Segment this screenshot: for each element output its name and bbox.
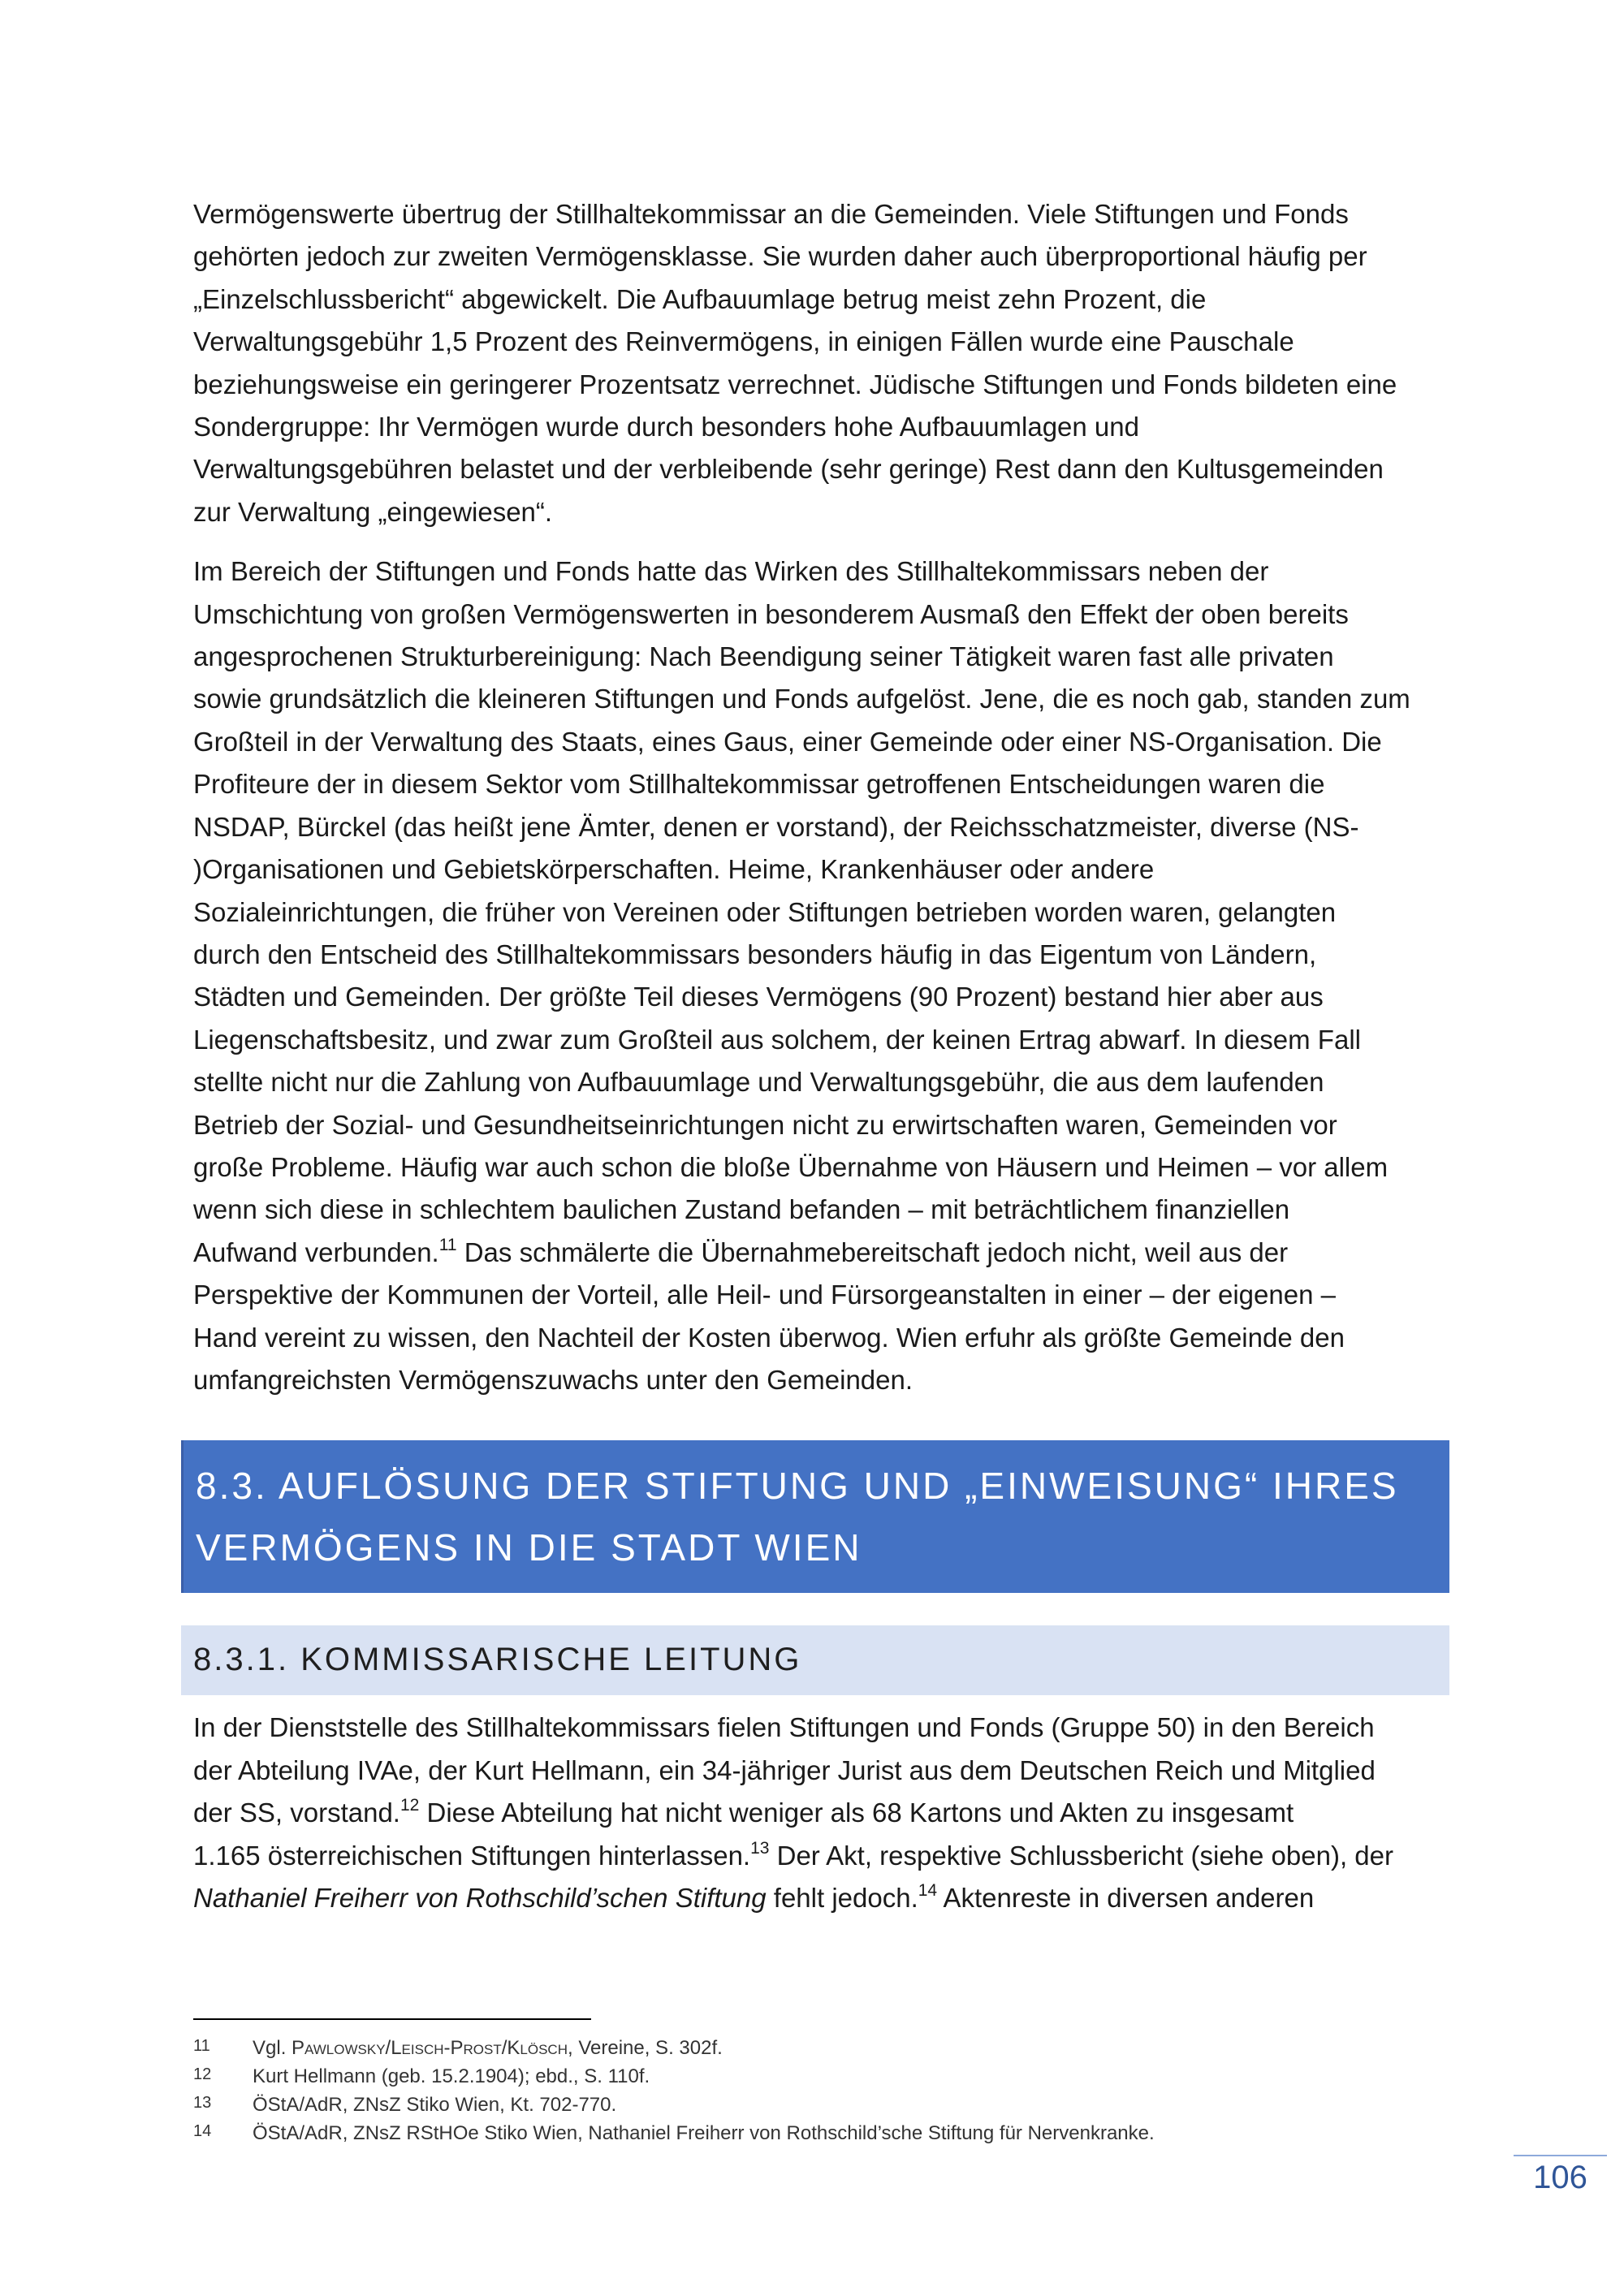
- text-line: Profiteure der in diesem Sektor vom Stillhaltekommissar getroffenen Entscheidungen waren die: [193, 769, 1325, 800]
- footnotes: [193, 2033, 1460, 2147]
- text-segment: Diese Abteilung hat nicht weniger als 68 Kartons und Akten zu insgesamt: [419, 1798, 1294, 1828]
- paragraph-1: [193, 193, 1460, 533]
- text-line: [193, 1232, 1460, 1274]
- text-segment: der SS, vorstand.: [193, 1798, 400, 1828]
- footnote-12: [193, 2061, 1460, 2090]
- subsection-heading-8-3-1: 8.3.1. KOMMISSARISCHE LEITUNG: [181, 1625, 1449, 1695]
- text-line: gehörten jedoch zur zweiten Vermögensklasse. Sie wurden daher auch überproportional häufig per: [193, 241, 1367, 272]
- footnote-text: ÖStA/AdR, ZNsZ Stiko Wien, Kt. 702-770.: [253, 2094, 617, 2116]
- text-line: [193, 1877, 1460, 1919]
- footnote-13: [193, 2090, 1460, 2118]
- paragraph-3: [193, 1707, 1460, 1919]
- text-line: Sondergruppe: Ihr Vermögen wurde durch besonders hohe Aufbauumlagen und: [193, 412, 1139, 442]
- text-line: zur Verwaltung „eingewiesen“.: [193, 496, 553, 527]
- page-number: 106: [1514, 2155, 1607, 2196]
- footnote-ref-13[interactable]: 13: [750, 1838, 770, 1858]
- text-segment: Das schmälerte die Übernahmebereitschaft jedoch nicht, weil aus der: [456, 1236, 1289, 1267]
- footnote-11: [193, 2033, 1460, 2061]
- section-heading-8-3: [181, 1440, 1449, 1593]
- text-line: Umschichtung von großen Vermögenswerten in besonderem Ausmaß den Effekt der oben bereits: [193, 598, 1349, 629]
- text-line: Perspektive der Kommunen der Vorteil, alle Heil- und Fürsorgeanstalten in einer – der eigenen –: [193, 1280, 1336, 1310]
- text-line: Verwaltungsgebühr 1,5 Prozent des Reinvermögens, in einigen Fällen wurde eine Pauschale: [193, 326, 1294, 357]
- text-line: Liegenschaftsbesitz, und zwar zum Großteil aus solchem, der keinen Ertrag abwarf. In diesem Fall: [193, 1024, 1361, 1055]
- footnote-separator: [193, 2018, 591, 2020]
- footnote-number: 12: [193, 2065, 212, 2083]
- footnote-text: Kurt Hellmann (geb. 15.2.1904); ebd., S. 110f.: [253, 2065, 650, 2087]
- footnote-text: Vgl.: [253, 2037, 292, 2059]
- footnote-number: 14: [193, 2122, 212, 2140]
- text-line: durch den Entscheid des Stillhaltekommissars besonders häufig in das Eigentum von Ländern,: [193, 939, 1317, 969]
- text-line: sowie grundsätzlich die kleineren Stiftungen und Fonds aufgelöst. Jene, die es noch gab, standen zum: [193, 684, 1410, 714]
- footnote-text: , Vereine, S. 302f.: [567, 2037, 723, 2059]
- text-line: Betrieb der Sozial- und Gesundheitseinrichtungen nicht zu erwirtschaften waren, Gemeinden vor: [193, 1109, 1337, 1140]
- text-line: große Probleme. Häufig war auch schon die bloße Übernahme von Häusern und Heimen – vor allem: [193, 1151, 1389, 1182]
- text-line: In der Dienststelle des Stillhaltekommissars fielen Stiftungen und Fonds (Gruppe 50) in den Bereich: [193, 1712, 1375, 1743]
- text-line: angesprochenen Strukturbereinigung: Nach Beendigung seiner Tätigkeit waren fast alle privaten: [193, 641, 1334, 672]
- footnote-14: [193, 2118, 1460, 2147]
- text-line: beziehungsweise ein geringerer Prozentsatz verrechnet. Jüdische Stiftungen und Fonds bildeten eine: [193, 369, 1397, 399]
- text-line: wenn sich diese in schlechtem baulichen Zustand befanden – mit beträchtlichem finanziellen: [193, 1194, 1290, 1225]
- text-segment: Aufwand verbunden.: [193, 1236, 439, 1267]
- footnote-ref-14[interactable]: 14: [918, 1881, 938, 1900]
- text-segment: Aktenreste in diversen anderen: [937, 1883, 1315, 1913]
- footnote-ref-12[interactable]: 12: [400, 1796, 420, 1815]
- text-line: Großteil in der Verwaltung des Staats, eines Gaus, einer Gemeinde oder einer NS-Organisation. Die: [193, 726, 1382, 757]
- text-line: umfangreichsten Vermögenszuwachs unter den Gemeinden.: [193, 1364, 914, 1395]
- text-line: Im Bereich der Stiftungen und Fonds hatte das Wirken des Stillhaltekommissars neben der: [193, 556, 1269, 587]
- text-line: Hand vereint zu wissen, den Nachteil der Kosten überwog. Wien erfuhr als größte Gemeinde den: [193, 1322, 1345, 1353]
- text-segment: 1.165 österreichischen Stiftungen hinterlassen.: [193, 1840, 751, 1871]
- heading-line: VERMÖGENS IN DIE STADT WIEN: [196, 1526, 862, 1569]
- text-line: Städten und Gemeinden. Der größte Teil dieses Vermögens (90 Prozent) bestand hier aber aus: [193, 982, 1324, 1012]
- text-segment: fehlt jedoch.: [766, 1883, 918, 1913]
- footnote-ref-11[interactable]: 11: [438, 1235, 457, 1254]
- text-line: [193, 1792, 1460, 1834]
- footnote-number: 11: [193, 2037, 210, 2055]
- author-names: Pawlowsky/Leisch-Prost/Klösch: [292, 2037, 568, 2059]
- text-line: stellte nicht nur die Zahlung von Aufbauumlage und Verwaltungsgebühr, die aus dem laufenden: [193, 1067, 1324, 1098]
- text-line: [193, 1835, 1460, 1877]
- page-body: [193, 193, 1460, 1936]
- text-line: Vermögenswerte übertrug der Stillhaltekommissar an die Gemeinden. Viele Stiftungen und Fonds: [193, 199, 1349, 229]
- text-segment: Der Akt, respektive Schlussbericht (siehe oben), der: [769, 1840, 1393, 1871]
- paragraph-2: [193, 550, 1460, 1401]
- text-line: )Organisationen und Gebietskörperschaften. Heime, Krankenhäuser oder andere: [193, 854, 1155, 885]
- footnote-text: ÖStA/AdR, ZNsZ RStHOe Stiko Wien, Nathaniel Freiherr von Rothschild’sche Stiftung für Nervenkranke.: [253, 2122, 1155, 2144]
- heading-line: 8.3. AUFLÖSUNG DER STIFTUNG UND „EINWEISUNG“ IHRES: [196, 1465, 1399, 1508]
- text-line: Sozialeinrichtungen, die früher von Vereinen oder Stiftungen betrieben worden waren, gelangten: [193, 896, 1337, 927]
- italic-title: Nathaniel Freiherr von Rothschild’schen Stiftung: [193, 1883, 767, 1913]
- text-line: der Abteilung IVAe, der Kurt Hellmann, ein 34-jähriger Jurist aus dem Deutschen Reich und Mitglied: [193, 1754, 1376, 1785]
- text-line: NSDAP, Bürckel (das heißt jene Ämter, denen er vorstand), der Reichsschatzmeister, diverse (NS-: [193, 811, 1359, 842]
- text-line: „Einzelschlussbericht“ abgewickelt. Die Aufbauumlage betrug meist zehn Prozent, die: [193, 283, 1207, 314]
- text-line: Verwaltungsgebühren belastet und der verbleibende (sehr geringe) Rest dann den Kultusgemeinden: [193, 454, 1384, 485]
- footnote-number: 13: [193, 2094, 212, 2112]
